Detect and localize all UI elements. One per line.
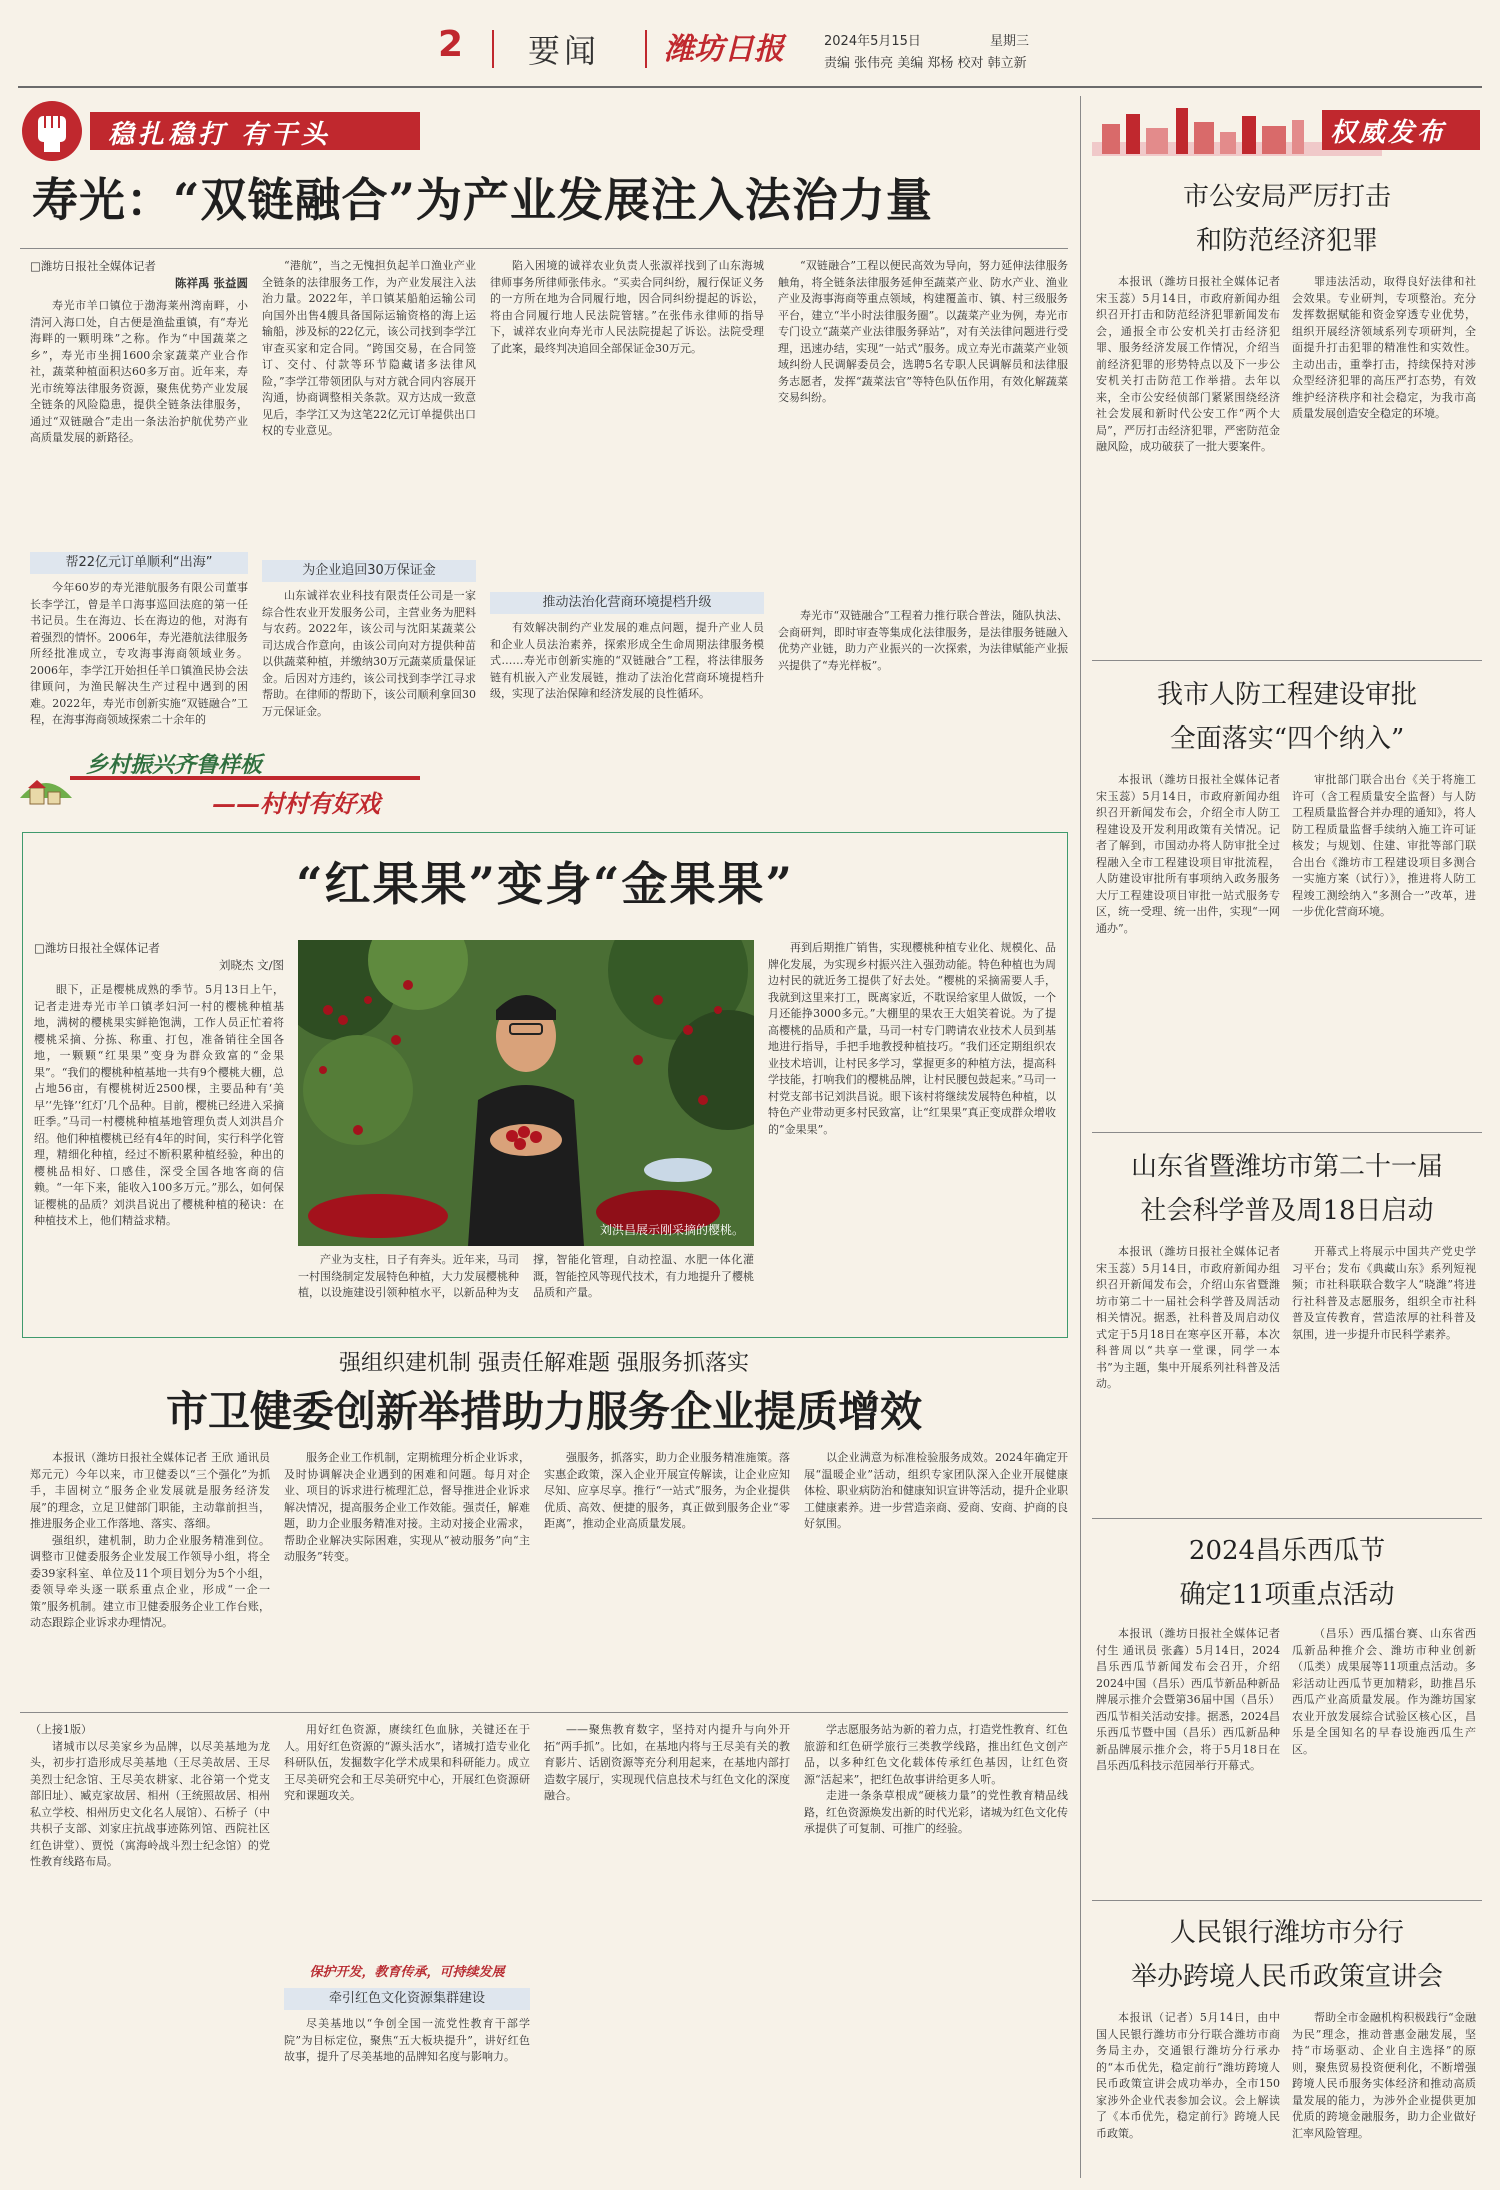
article-zhucheng-col4b: 走进一条条草根成“硬核力量”的党性教育精品线路，红色资源焕发出新的时代光彩，诸城为红色文化传承提供了可复制、可推广的经验。	[804, 1789, 1068, 1835]
article-shouguang-body-1b: 今年60岁的寿光港航服务有限公司董事长李学江，曾是羊口海事巡回法庭的第一任书记员。生在海边、长在海边的他，对海有着强烈的情怀。2006年，寿光港航法律服务所经批准成立，专攻海事海商领域业务。2006年，李学江开始担任羊口镇渔民协会法律顾问，为渔民解决生产过程中遇到的困难。2022年，寿光市创新实施“双链融合”工程，在海事海商领域探索二十余年的	[30, 581, 248, 726]
article-shouguang-sub1: 帮22亿元订单顺利“出海”	[30, 552, 248, 574]
banner-rural-line1: 乡村振兴齐鲁样板	[86, 752, 263, 778]
article-shouguang-body-1: 寿光市羊口镇位于渤海莱州湾南畔，小清河入海口处，自古便是渔盐重镇，有“寿光海畔的一颗明珠”之称。作为“中国蔬菜之乡”，寿光市坐拥1600余家蔬菜产业合作社，蔬菜种植面积达60多万亩。近年来，寿光市统筹法律服务资源，聚焦优势产业发展全链条的风险隐患，提供全链条法律服务，通过“双链融合”走出一条法治护航优势产业高质量发展的新路径。	[30, 299, 248, 444]
sidebar-pboc-title-1: 人民银行潍坊市分行	[1169, 1918, 1404, 1948]
article-shouguang-source: □潍坊日报社全媒体记者	[30, 259, 156, 273]
paper-name-logo: 潍坊日报	[664, 32, 784, 67]
sidebar-banner-text: 权威发布	[1330, 118, 1447, 148]
sidebar-banner	[1092, 98, 1482, 160]
farmer-holding-cherries-image	[298, 940, 754, 1246]
village-icon	[16, 758, 76, 818]
article-shouguang-body-2b: 山东诚祥农业科技有限责任公司是一家综合性农业开发服务公司，主营业务为肥料与农药。2022年，该公司与沈阳某蔬菜公司达成合作意向，由该公司向对方提供种苗以供蔬菜种植，并缴纳30万元蔬菜质量保证金。后因对方违约，该公司找到李学江寻求帮助。在律师的帮助下，该公司顺利拿回30万元保证金。	[262, 589, 476, 718]
sidebar-watermelon-title-2: 确定11项重点活动	[1179, 1580, 1395, 1610]
sidebar-science-week-title-1: 山东省暨潍坊市第二十一届	[1130, 1152, 1443, 1182]
article-zhucheng-slogan: 保护开发，教育传承，可持续发展	[309, 1965, 505, 1980]
banner-steady-text: 稳扎稳打 有干头	[108, 120, 332, 150]
sidebar-watermelon-title-1: 2024昌乐西瓜节	[1188, 1536, 1386, 1566]
article-cherry-body-1: 眼下，正是樱桃成熟的季节。5月13日上午，记者走进寿光市羊口镇孝妇河一村的樱桃种植基地，满树的樱桃果实鲜艳饱满，工作人员正忙着将樱桃采摘、分拣、称重、打包，准备销往全国各地，一颗颗“红果果”变身为群众致富的“金果果”。“我们的樱桃种植基地一共有9个樱桃大棚，总占地56亩，有樱桃树近2500棵，主要品种有‘美早’‘先锋’‘红灯’几个品种。目前，樱桃已经进入采摘旺季。”马司一村樱桃种植基地管理负责人刘洪昌介绍。他们种植樱桃已经有4年的时间，实行科学化管理，精细化种植，经过不断积累种植经验，种出的樱桃品相好、口感佳，深受全国各地客商的信赖。“一年下来，能收入100多万元。”那么，如何保证樱桃的品质？刘洪昌说出了樱桃种植的秘诀：在种植技术上，他们精益求精。	[34, 983, 284, 1227]
article-shouguang-body-2: “港航”，当之无愧担负起羊口渔业产业全链条的法律服务工作，为产业发展注入法治力量。2022年，羊口镇某船舶运输公司向国外出售4艘具备国际运输资格的海上运输船，涉及标的22亿元，该公司找到李学江审查买家和定合同。“跨国交易，在合同签订、交付、付款等环节隐藏诸多法律风险，”李学江带领团队与对方就合同内容展开沟通，协商调整相关条款。双方达成一致意见后，李学江又为这笔22亿元订单提供出口权的专业意见。	[262, 259, 476, 437]
sidebar-science-week-title-2: 社会科学普及周18日启动	[1140, 1196, 1434, 1226]
article-cherry-title: “红果果”变身“金果果”	[296, 857, 794, 911]
fist-badge-icon	[18, 98, 86, 164]
article-zhucheng-cont: （上接1版）	[30, 1723, 92, 1736]
article-shouguang-body-4b: 寿光市“双链融合”工程着力推行联合普法，随队执法、会商研判，即时审查等集成化法律服务，是法律服务链融入优势产业链，助力产业振兴的一次探索，为法律赋能产业振兴提供了“寿光样板”。	[778, 609, 1068, 672]
banner-rural-line2: ——村村有好戏	[212, 789, 380, 818]
article-health-byline: 本报讯（潍坊日报社全媒体记者 王欣 通讯员 郑元元）今年以来，市卫健委以“三个强化”为抓手，丰固树立“服务企业发展就是服务经济发展”的理念，立足卫健部门职能，主动靠前担当，推进服务企业工作落地、落实、落细。	[30, 1451, 270, 1530]
article-zhucheng-body-2: 用好红色资源，赓续红色血脉，关键还在于人。用好红色资源的“源头活水”，诸城打造专业化科研队伍，发掘数字化学术成果和科研能力。成立王尽美研究会和王尽美研究中心，开展红色资源研究和课题攻关。	[284, 1723, 530, 1802]
issue-date: 2024年5月15日	[824, 34, 921, 49]
sidebar-civil-defense-title-1: 我市人防工程建设审批	[1156, 680, 1417, 710]
sidebar-watermelon-body-2: （昌乐）西瓜擂台赛、山东省西瓜新品种推介会、潍坊市种业创新（瓜类）成果展等11项重点活动。多彩活动让西瓜节更加精彩，助推昌乐西瓜产业高质量发展。作为潍坊国家农业开放发展综合试验区核心区，昌乐是全国知名的早春设施西瓜生产区。	[1292, 1627, 1476, 1756]
article-cherry-col1	[34, 940, 284, 974]
article-zhucheng-body-1	[30, 1722, 270, 2178]
issue-weekday: 星期三	[990, 34, 1030, 49]
masthead	[0, 0, 1500, 88]
sidebar-police-title-2: 和防范经济犯罪	[1195, 226, 1378, 256]
article-zhucheng-body-4	[804, 1722, 1068, 2178]
article-cherry-authors: 刘晓杰 文/图	[218, 958, 284, 972]
article-health-body-1	[30, 1450, 270, 1706]
photo-caption: 刘洪昌展示刚采摘的樱桃。	[599, 1223, 744, 1237]
sidebar-police-body-1: 本报讯（潍坊日报社全媒体记者 宋玉蕊）5月14日，市政府新闻办组织召开打击和防范经济犯罪新闻发布会，通报全市公安机关打击经济犯罪、服务经济发展工作情况，介绍当前经济犯罪的形势特点以及下一步公安机关打击防范工作举措。去年以来，全市公安经侦部门紧紧围绕经济社会发展和新时代公安工作“两个大局”，严厉打击经济犯罪，严密防范金融风险，成功破获了一批大要案件。	[1096, 275, 1280, 453]
article-zhucheng-body-2b: 尽美基地以“争创全国一流党性教育干部学院”为目标定位，聚焦“五大板块提升”，讲好红色故事，提升了尽美基地的品牌知名度与影响力。	[284, 2017, 530, 2063]
sidebar-civil-defense-body-1: 本报讯（潍坊日报社全媒体记者 宋玉蕊）5月14日，市政府新闻办组织召开新闻发布会，介绍全市人防工程建设及开发利用政策有关情况。记者了解到，市国动办将人防审批全过程融入全市工程建设项目审批流程，人防建设审批所有事项纳入政务服务大厅工程建设项目审批一站式服务专区，统一受理、统一出件，实现“一网通办”。	[1096, 773, 1280, 935]
article-health-body-4: 以企业满意为标准检验服务成效。2024年确定开展“温暖企业”活动，组织专家团队深入企业开展健康体检、职业病防治和健康知识宣讲等活动，提升企业职工健康素养。进一步营造亲商、爱商、安商、护商的良好氛围。	[804, 1451, 1068, 1530]
sidebar-police-title-1: 市公安局严厉打击	[1182, 182, 1391, 212]
article-shouguang-body-3: 陷入困境的诚祥农业负责人张淑祥找到了山东海城律师事务所律师张伟永。“买卖合同纠纷，履行保证义务的一方所在地为合同履行地，因合同纠纷提起的诉讼，将由合同履行地人民法院管辖。”在张伟永律师的指导下，诚祥农业向寿光市人民法院提起了诉讼。法院受理了此案，最终判决追回全部保证金30万元。	[490, 259, 764, 355]
article-shouguang-body-3b: 有效解决制约产业发展的难点问题，提升产业人员和企业人员法治素养，探索形成全生命周期法律服务模式……寿光市创新实施的“双链融合”工程，将法律服务链有机嵌入产业发展链，推动了法治化营商环境提档升级，实现了法治保障和经济发展的良性循环。	[490, 621, 764, 700]
sidebar-pboc-title-2: 举办跨境人民币政策宣讲会	[1130, 1962, 1443, 1992]
sidebar-civil-defense-body-2: 审批部门联合出台《关于将施工许可（含工程质量安全监督）与人防工程质量监督合并办理的通知》，将人防工程质量监督手续纳入施工许可证核发；与规划、住建、审批等部门联合出台《潍坊市工程建设项目多测合一实施方案（试行）》，推进将人防工程竣工测绘纳入“多测合一”改革，进一步优化营商环境。	[1292, 773, 1476, 918]
article-cherry-body-3: 再到后期推广销售，实现樱桃种植专业化、规模化、品牌化发展，为实现乡村振兴注入强劲动能。特色种植也为周边村民的就近务工提供了好去处。“樱桃的采摘需要人手，我就到这里来打工，既离家近，不耽误给家里人做饭，一个月还能挣3000多元。”大棚里的果农王大姐笑着说。为了提高樱桃的品质和产量，马司一村专门聘请农业技术人员到基地进行指导，手把手地教授种植技巧。“我们还定期组织农业技术培训，让村民多学习，掌握更多的种植方法，提高科学技能，打响我们的樱桃品牌，让村民腰包鼓起来。”马司一村党支部书记刘洪昌说。眼下该村将继续发展特色种植，以特色产业带动更多村民致富，让“红果果”真正变成群众增收的“金果果”。	[768, 941, 1056, 1136]
article-health-kicker: 强组织建机制 强责任解难题 强服务抓落实	[339, 1351, 749, 1376]
sidebar-police-body-2: 罪违法活动，取得良好法律和社会效果。专业研判，专项整治。充分发挥数据赋能和资金穿透专业优势，组织开展经济领域系列专项研判，全面提升打击犯罪的精准性和实效性。主动出击，重拳打击，持续保持对涉众型经济犯罪的高压严打态势，有效维护经济秩序和社会稳定，为我市高质量发展创造安全稳定的环境。	[1292, 275, 1476, 420]
article-shouguang-body-4: “双链融合”工程以便民高效为导向，努力延伸法律服务触角，将全链条法律服务延伸至蔬菜产业、防水产业、渔业产业及海事海商等重点领域，构建覆盖市、镇、村三级服务平台，建立“半小时法律服务圈”。以蔬菜产业为例，寿光市专门设立“蔬菜产业法律服务驿站”，对有关法律问题进行受理，迅速办结，实现“一站式”服务。成立寿光市蔬菜产业领域纠纷人民调解委员会，选聘5名专职人民调解员和法律服务志愿者，发挥“蔬菜法官”等特色队伍作用，有效化解蔬菜交易纠纷。	[778, 259, 1068, 404]
sidebar-civil-defense-title-2: 全面落实“四个纳入”	[1169, 724, 1405, 754]
article-zhucheng-col4: 学志愿服务站为新的着力点，打造党性教育、红色旅游和红色研学旅行三类教学线路，推出红色文创产品，以多种红色文化载体传承红色基因，让红色资源“活起来”，把红色故事讲给更多人听。	[804, 1723, 1068, 1786]
article-zhucheng-sub: 牵引红色文化资源集群建设	[284, 1988, 530, 2010]
article-health-title: 市卫健委创新举措助力服务企业提质增效	[165, 1387, 922, 1436]
article-shouguang-sub3: 推动法治化营商环境提档升级	[490, 592, 764, 614]
sidebar-watermelon-body-1: 本报讯（潍坊日报社全媒体记者 付生 通讯员 张鑫）5月14日，2024昌乐西瓜节新闻发布会召开，介绍2024中国（昌乐）西瓜节新品种新品牌展示推介会暨第36届中国（昌乐）西瓜节相关活动安排。据悉，2024昌乐西瓜节暨中国（昌乐）西瓜新品种新品牌展示推介会，将于5月18日在昌乐西瓜科技示范园举行开幕式。	[1096, 1627, 1280, 1772]
article-health-body-2: 服务企业工作机制，定期梳理分析企业诉求，及时协调解决企业遇到的困难和问题。每月对企业、项目的诉求进行梳理汇总，督导推进企业诉求解决情况，提高服务企业工作效能。强责任，解难题，助力企业服务精准对接。主动对接企业需求，帮助企业解决实际困难，实现从“被动服务”向“主动服务”转变。	[284, 1451, 530, 1563]
banner-rural-revival	[16, 744, 476, 830]
page-number: 2	[438, 24, 464, 65]
page-credits: 责编 张伟亮 美编 郑杨 校对 韩立新	[824, 56, 1027, 71]
article-cherry-body-2: 产业为支柱，日子有奔头。近年来，马司一村围绕制定发展特色种植，大力发展樱桃种植，以设施建设引领种植水平，以新品种为支撑，智能化管理，自动控温、水肥一体化灌溉，智能控风等现代技术，有力地提升了樱桃品质和产量。	[298, 1253, 754, 1299]
article-health-col1: 强组织，建机制，助力企业服务精准到位。调整市卫健委服务企业发展工作领导小组，将全委39家科室、单位及11个项目划分为5个小组，委领导牵头逐一联系重点企业，形成“一企一策”服务机制。建立市卫健委服务企业工作台账，动态跟踪企业诉求办理情况。	[30, 1533, 270, 1629]
article-shouguang-sub2: 为企业追回30万保证金	[262, 560, 476, 582]
sidebar-pboc-body-2: 帮助全市金融机构积极践行“金融为民”理念，推动普惠金融发展，坚持“市场驱动、企业自主选择”的原则，聚焦贸易投资便利化，不断增强跨境人民币服务实体经济和推动高质量发展的能力，为涉外企业提供更加优质的跨境金融服务，助力企业做好汇率风险管理。	[1292, 2011, 1476, 2140]
article-health-body-3: 强服务，抓落实，助力企业服务精准施策。落实惠企政策，深入企业开展宣传解读，让企业应知尽知、应享尽享。推行“一站式”服务，为企业提供优质、高效、便捷的服务，真正做到服务企业“零距离”，推动企业高质量发展。	[544, 1451, 790, 1530]
article-shouguang-authors: 陈祥禹 张益圆	[174, 276, 248, 290]
section-name: 要闻	[528, 32, 601, 70]
article-shouguang-title: 寿光：“双链融合”为产业发展注入法治力量	[32, 173, 933, 227]
article-zhucheng-body-3: ——聚焦教育数字，坚持对内提升与向外开拓“两手抓”。比如，在基地内将与王尽美有关的教育影片、话剧资源等充分利用起来，在基地内部打造数字展厅，实现现代信息技术与红色文化的深度融合。	[544, 1723, 790, 1802]
sidebar-science-week-body-2: 开幕式上将展示中国共产党史学习平台；发布《典藏山东》系列短视频；市社科联联合数字人“晓潍”将进行社科普及志愿服务，组织全市社科普及宣传教育，营造浓厚的社科普及氛围，进一步提升市民科学素养。	[1292, 1245, 1476, 1341]
article-zhucheng-col1: 诸城市以尽美家乡为品牌，以尽美基地为龙头，初步打造形成尽美基地（王尽美故居、王尽美烈士纪念馆、王尽美农耕家、北谷第一个党支部旧址）、臧克家故居、相州（王统照故居、相州私立学校、相州历史文化名人展馆）、石桥子（中共枳子支部、刘家庄抗战事迹陈列馆、西院社区红色讲堂）、贾悦（寓海岭战斗烈士纪念馆）的党性教育线路布局。	[30, 1739, 270, 1868]
sidebar-pboc-body-1: 本报讯（记者）5月14日，由中国人民银行潍坊市分行联合潍坊市商务局主办，交通银行潍坊分行承办的“本币优先，稳定前行”潍坊跨境人民币政策宣讲会成功举办，全市150家涉外企业代表参加会议。会上解读了《本币优先，稳定前行》跨境人民币政策。	[1096, 2011, 1280, 2140]
sidebar-science-week-body-1: 本报讯（潍坊日报社全媒体记者 宋玉蕊）5月14日，市政府新闻办组织召开新闻发布会，介绍山东省暨潍坊市第二十一届社会科学普及周活动相关情况。据悉，社科普及周启动仪式定于5月18日在寒亭区开幕，本次科普周以“共享一堂课，同学一本书”为主题，集中开展系列社科普及活动。	[1096, 1245, 1280, 1390]
masthead-rule	[18, 86, 1482, 88]
article-cherry-source: □潍坊日报社全媒体记者	[34, 941, 160, 955]
article-shouguang-col1	[30, 258, 248, 550]
banner-steady	[16, 98, 436, 166]
